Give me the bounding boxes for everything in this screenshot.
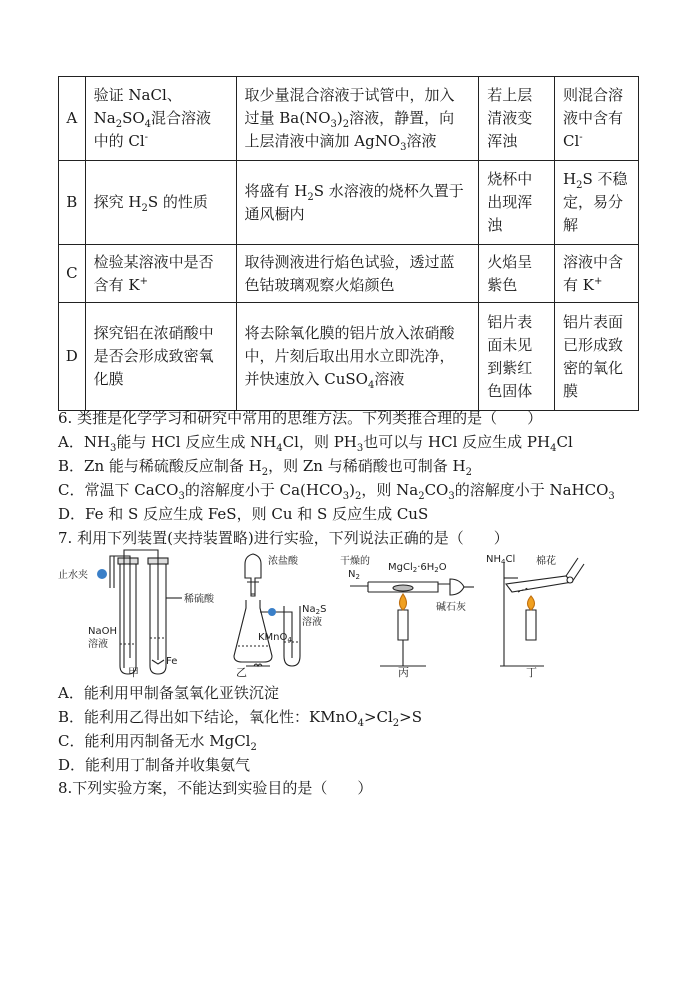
label-fe: Fe [166, 656, 178, 667]
label-na2s-solution: 溶液 [302, 617, 322, 628]
q7-option-d: D．能利用丁制备并收集氨气 [58, 756, 251, 774]
q7-option-c: C．能利用丙制备无水 MgCl$_2$ [58, 732, 257, 753]
label-jianshihui: 碱石灰 [436, 602, 466, 613]
caption-ding: 丁 [526, 666, 537, 678]
apparatus-figures [58, 548, 598, 678]
row-label: D [59, 303, 86, 411]
q6-option-c: C．常温下 CaCO$_3$的溶解度小于 $Ca(HCO_3)_2$，则 $Na_2CO_3$的溶解度小于 NaHCO$_3$ [58, 481, 615, 502]
cell-phenomenon: 铝片表 面未见 到紫红 色固体 [479, 303, 555, 411]
table-row [59, 161, 639, 245]
question-6-stem: 6. 类推是化学学习和研究中常用的思维方法。下列类推合理的是（ ） [58, 409, 543, 427]
label-nh4cl: $NH_4Cl$ [486, 554, 516, 566]
cell-phenomenon: 若上层 清液变 浑浊 [479, 77, 555, 161]
cell-conclusion: 溶液中含 有 K+ [555, 245, 639, 303]
q6-option-b: B．Zn 能与稀硫酸反应制备 $H_2$，则 Zn 与稀硝酸也可制备 $H_2$ [58, 457, 472, 478]
question-8-stem: 8.下列实验方案，不能达到实验目的是（ ） [58, 779, 373, 797]
caption-bing: 丙 [398, 666, 409, 678]
label-nongyansuan: 浓盐酸 [268, 556, 298, 567]
caption-jia: 甲 [128, 666, 139, 678]
cell-purpose: 探究铝在浓硝酸中 是否会形成致密氧 化膜 [85, 303, 236, 411]
label-naoh-solution: 溶液 [88, 639, 108, 650]
cell-phenomenon: 烧杯中 出现浑 浊 [479, 161, 555, 245]
label-dry: 干燥的 [340, 556, 370, 567]
cell-phenomenon: 火焰呈 紫色 [479, 245, 555, 303]
cell-purpose: 检验某溶液中是否 含有 K+ [85, 245, 236, 303]
cell-operation: 将盛有 $H_2S$ 水溶液的烧杯久置于 通风橱内 [236, 161, 479, 245]
q7-option-a: A．能利用甲制备氢氧化亚铁沉淀 [58, 684, 279, 702]
label-naoh: NaOH [88, 626, 117, 637]
label-mianhua: 棉花 [536, 556, 556, 567]
label-zhishuijia: 止水夹 [58, 570, 88, 581]
caption-yi: 乙 [236, 666, 247, 678]
label-na2s: $Na_2S$ [302, 604, 327, 616]
cell-conclusion: $H_2S$ 不稳 定，易分 解 [555, 161, 639, 245]
clip-icon [268, 608, 276, 616]
row-label: A [59, 77, 86, 161]
clip-icon [97, 569, 107, 579]
apparatus-ding [500, 558, 584, 666]
apparatus-bing [350, 579, 474, 666]
label-n2: $N_2$ [348, 569, 360, 581]
cell-operation: 将去除氧化膜的铝片放入浓硝酸 中，片刻后取出用水立即洗净， 并快速放入 CuSO$_4$溶液 [236, 303, 479, 411]
q6-option-a: A．$NH_3$能与 HCl 反应生成 $NH_4Cl$，则 $PH_3$也可以与 HCl 反应生成 $PH_4Cl$ [58, 433, 573, 454]
cell-conclusion: 则混合溶 液中含有 Cl- [555, 77, 639, 161]
q7-option-b: B．能利用乙得出如下结论，氧化性：$KMnO_4>Cl_2>S$ [58, 708, 423, 729]
table-row [59, 245, 639, 303]
row-label: B [59, 161, 86, 245]
question-7-stem: 7. 利用下列装置(夹持装置略)进行实验，下列说法正确的是（ ） [58, 529, 509, 547]
q6-option-d: D．Fe 和 S 反应生成 FeS，则 Cu 和 S 反应生成 CuS [58, 505, 429, 523]
cell-purpose: 探究 $H_2S$ 的性质 [85, 161, 236, 245]
cell-conclusion: 铝片表面 已形成致 密的氧化 膜 [555, 303, 639, 411]
cell-purpose: 验证 NaCl、 $Na_2SO_4$混合溶液 中的 Cl- [85, 77, 236, 161]
label-mgcl2: $MgCl_2\cdot 6H_2O$ [388, 562, 447, 574]
apparatus-yi [234, 554, 300, 666]
cell-operation: 取待测液进行焰色试验，透过蓝 色钴玻璃观察火焰颜色 [236, 245, 479, 303]
label-kmno4: KMnO$_4$ [258, 632, 292, 644]
table-row [59, 77, 639, 161]
cell-operation: 取少量混合溶液于试管中，加入 过量 $Ba(NO_3)_2$溶液，静置，向 上层清液中滴加 AgNO$_3$溶液 [236, 77, 479, 161]
label-xiliusuan: 稀硫酸 [184, 594, 214, 605]
row-label: C [59, 245, 86, 303]
experiment-table [58, 76, 639, 411]
table-row [59, 303, 639, 411]
